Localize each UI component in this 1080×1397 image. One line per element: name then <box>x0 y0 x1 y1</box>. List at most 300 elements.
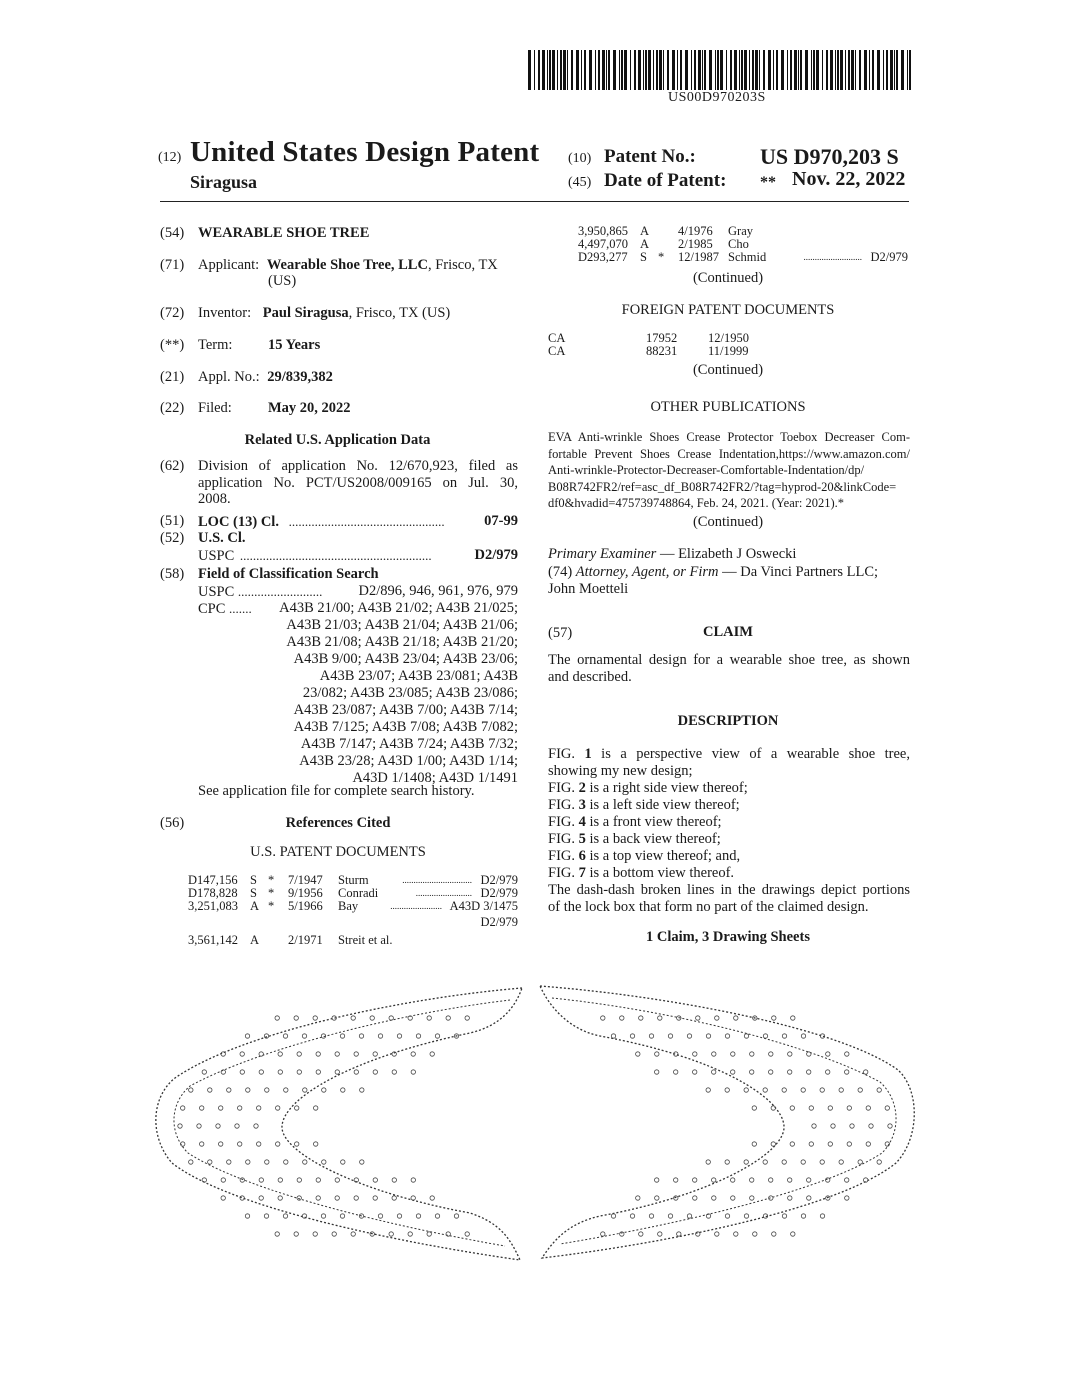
cpc-line: 23/082; A43B 23/085; A43B 23/086; <box>302 685 518 701</box>
perforation-hole <box>791 1232 795 1236</box>
filed-label: Filed: <box>198 400 232 416</box>
barcode-bar <box>547 50 548 90</box>
perforation-hole <box>283 1034 287 1038</box>
perforation-hole <box>725 1160 729 1164</box>
perforation-hole <box>674 1178 678 1182</box>
barcode-bar <box>830 50 833 90</box>
barcode-bar <box>643 50 644 90</box>
perforation-hole <box>221 1178 225 1182</box>
perforation-hole <box>354 1196 358 1200</box>
perforation-hole <box>411 1178 415 1182</box>
barcode-bar <box>759 50 760 90</box>
reference-name: Streit et al. <box>338 933 393 947</box>
barcode-bar <box>907 50 908 90</box>
perforation-hole <box>877 1160 881 1164</box>
perforation-hole <box>611 1214 615 1218</box>
reference-examiner-cited: * <box>268 873 275 887</box>
reference-name: Sturm <box>338 873 369 887</box>
cpc-line: A43D 1/1408; A43D 1/1491 <box>352 770 518 786</box>
perforation-hole <box>601 1016 605 1020</box>
fig-prefix: FIG. <box>548 780 579 796</box>
reference-name: Conradi <box>338 886 379 900</box>
perforation-hole <box>427 1016 431 1020</box>
perforation-hole <box>354 1070 358 1074</box>
barcode-bar <box>645 50 647 90</box>
perforation-hole <box>411 1196 415 1200</box>
perforation-hole <box>302 1034 306 1038</box>
patent-number-label: Patent No.: <box>604 146 696 167</box>
perforation-hole <box>715 1016 719 1020</box>
examiner-label: Primary Examiner <box>548 546 657 562</box>
fig-number: 6 <box>578 848 586 864</box>
perforation-hole <box>812 1124 816 1128</box>
cpc-line: A43B 23/07; A43B 23/081; A43B <box>319 668 518 684</box>
perforation-hole <box>655 1052 659 1056</box>
uspc-value: D2/979 <box>474 547 518 563</box>
perforation-hole <box>725 1214 729 1218</box>
reference-class: A43D 3/1475 <box>449 899 518 913</box>
us-patent-documents-heading: U.S. PATENT DOCUMENTS <box>250 844 426 860</box>
perforation-hole <box>788 1178 792 1182</box>
perforation-hole <box>763 1160 767 1164</box>
perforation-hole <box>197 1124 201 1128</box>
perforation-hole <box>275 1016 279 1020</box>
perforation-hole <box>649 1214 653 1218</box>
barcode-bar <box>672 50 675 90</box>
perforation-hole <box>864 1070 868 1074</box>
search-uspc-leader: .......................... <box>237 584 323 599</box>
perforation-hole <box>303 1088 307 1092</box>
reference-examiner-cited: * <box>658 250 665 264</box>
applicant-location: , Frisco, TX <box>427 257 498 273</box>
uspc-class-field <box>198 547 518 565</box>
barcode-bar <box>667 50 669 90</box>
perforation-hole <box>465 1232 469 1236</box>
perforation-hole <box>655 1070 659 1074</box>
code-45: (45) <box>568 175 592 190</box>
perforation-hole <box>276 1106 280 1110</box>
perforation-hole <box>790 1142 794 1146</box>
reference-class: D2/979 <box>480 886 518 900</box>
perforation-hole <box>411 1070 415 1074</box>
perforation-hole <box>378 1214 382 1218</box>
barcode-bar <box>837 50 839 90</box>
reference-kind: S <box>250 886 257 900</box>
perforation-hole <box>221 1196 225 1200</box>
reference-kind: S <box>640 250 647 264</box>
barcode-bar <box>872 50 874 90</box>
references-cited-heading: References Cited <box>285 815 391 831</box>
perforation-hole <box>788 1052 792 1056</box>
perforation-hole <box>238 1106 242 1110</box>
cpc-line: A43B 7/125; A43B 7/08; A43B 7/082; <box>293 719 518 735</box>
perforation-hole <box>435 1034 439 1038</box>
reference-examiner-cited: * <box>268 886 275 900</box>
perforation-hole <box>828 1142 832 1146</box>
perforation-hole <box>370 1016 374 1020</box>
perforation-hole <box>850 1124 854 1128</box>
description-line <box>548 899 910 916</box>
inventor-surname: Siragusa <box>190 172 258 192</box>
perforation-hole <box>639 1232 643 1236</box>
reference-kind: A <box>640 224 650 238</box>
uspc-leader: ........................................................... <box>239 548 432 563</box>
perforation-hole <box>807 1196 811 1200</box>
barcode-bar <box>702 50 703 90</box>
cpc-line: A43B 21/03; A43B 21/04; A43B 21/06; <box>286 617 518 633</box>
left-piece-inner-edge <box>174 1000 510 1246</box>
perforation-hole <box>772 1232 776 1236</box>
barcode-bar <box>890 50 893 90</box>
perforation-hole <box>782 1160 786 1164</box>
publication-line: df0&hvadid=475739748864, Feb. 24, 2021. (Year: 2021).* <box>548 496 845 510</box>
perforation-hole <box>297 1052 301 1056</box>
barcode-bar <box>698 50 701 90</box>
barcode-bar <box>787 50 788 90</box>
perforation-hole <box>200 1142 204 1146</box>
description-line <box>548 882 910 899</box>
description-line <box>548 831 910 848</box>
perforation-hole <box>731 1196 735 1200</box>
barcode-bar <box>749 50 750 90</box>
reference-name: Schmid <box>728 250 767 264</box>
perforation-hole <box>335 1070 339 1074</box>
barcode-bar <box>694 50 696 90</box>
description-line <box>548 814 910 831</box>
perforation-hole <box>655 1178 659 1182</box>
barcode-bar <box>859 50 861 90</box>
perforation-hole <box>454 1214 458 1218</box>
barcode-bar <box>638 50 641 90</box>
reference-date: 4/1976 <box>678 224 713 238</box>
perforation-hole <box>601 1232 605 1236</box>
reference-name: Gray <box>728 224 753 238</box>
cpc-line: A43B 23/28; A43D 1/00; A43D 1/14; <box>299 753 518 769</box>
perforation-hole <box>240 1178 244 1182</box>
loc-class-label: LOC (13) Cl. <box>198 514 279 530</box>
perforation-hole <box>335 1196 339 1200</box>
barcode-bar <box>768 50 771 90</box>
perforation-hole <box>313 1232 317 1236</box>
perforation-hole <box>202 1070 206 1074</box>
reference-row <box>188 900 518 913</box>
code-71: (71) <box>160 257 185 273</box>
barcode-bar <box>734 50 737 90</box>
perforation-hole <box>216 1124 220 1128</box>
perforation-hole <box>335 1178 339 1182</box>
appl-no-label: Appl. No.: <box>198 369 260 385</box>
barcode-bar <box>726 50 727 90</box>
code-62: (62) <box>160 458 185 474</box>
fig-description: is a bottom view thereof. <box>585 865 735 881</box>
publication-line: Anti-wrinkle-Protector-Decreaser-Comfortable-Indentation/dp/ <box>548 463 865 477</box>
perforation-hole <box>630 1034 634 1038</box>
description-line <box>548 746 910 763</box>
perforation-hole <box>752 1142 756 1146</box>
perforation-hole <box>693 1178 697 1182</box>
reference-class: D2/979 <box>870 250 908 264</box>
perforation-hole <box>335 1052 339 1056</box>
perforation-hole <box>763 1088 767 1092</box>
perforation-hole <box>284 1088 288 1092</box>
reference-number: D293,277 <box>578 250 628 264</box>
reference-number: D147,156 <box>188 873 238 887</box>
date-term-marker: ** <box>760 174 776 191</box>
fig-number: 2 <box>578 780 586 796</box>
perforation-hole <box>341 1088 345 1092</box>
perforation-hole <box>731 1070 735 1074</box>
applicant-name: Wearable Shoe Tree, LLC <box>266 257 428 273</box>
perforation-hole <box>389 1232 393 1236</box>
perforation-hole <box>869 1124 873 1128</box>
related-data-heading: Related U.S. Application Data <box>244 432 431 448</box>
perforation-hole <box>820 1088 824 1092</box>
barcode-bar <box>595 50 596 90</box>
perforation-hole <box>257 1106 261 1110</box>
barcode-bar <box>773 50 774 90</box>
barcode-bar <box>798 50 799 90</box>
barcode-bar <box>560 50 562 90</box>
right-piece-outline <box>540 986 914 1258</box>
perforation-hole <box>313 1016 317 1020</box>
reference-date: 2/1971 <box>288 933 323 947</box>
barcode-bar <box>763 50 765 90</box>
foreign-country: CA <box>548 344 566 358</box>
barcode-bar <box>822 50 823 90</box>
barcode-bar <box>894 50 895 90</box>
continued-note-3: (Continued) <box>692 514 764 530</box>
perforation-hole <box>259 1052 263 1056</box>
reference-kind: A <box>250 933 260 947</box>
applicant-field <box>198 257 498 274</box>
code-51: (51) <box>160 513 185 529</box>
perforation-hole <box>750 1178 754 1182</box>
fig-prefix: FIG. <box>548 746 585 762</box>
perforation-hole <box>351 1016 355 1020</box>
perforation-hole <box>351 1232 355 1236</box>
reference-leader: ............................... <box>402 875 472 885</box>
perforation-hole <box>408 1232 412 1236</box>
barcode-bar <box>663 50 664 90</box>
perforation-hole <box>839 1088 843 1092</box>
perforation-hole <box>354 1052 358 1056</box>
perforation-hole <box>639 1016 643 1020</box>
perforation-hole <box>611 1034 615 1038</box>
search-history-note: See application file for complete search history. <box>198 783 475 799</box>
code-12: (12) <box>158 150 182 165</box>
reference-number: 3,950,865 <box>578 224 628 238</box>
foreign-documents-heading: FOREIGN PATENT DOCUMENTS <box>621 302 835 318</box>
perforation-hole <box>801 1214 805 1218</box>
fig-number: 1 <box>584 746 592 762</box>
term-value: 15 Years <box>268 337 321 353</box>
perforation-hole <box>275 1232 279 1236</box>
perforation-hole <box>465 1016 469 1020</box>
perforation-hole <box>360 1088 364 1092</box>
perforation-hole <box>446 1232 450 1236</box>
perforation-hole <box>340 1214 344 1218</box>
foreign-number: 88231 <box>646 344 678 358</box>
division-line-2: application No. PCT/US2008/009165 on Jul. 30, <box>198 475 518 491</box>
perforation-hole <box>227 1088 231 1092</box>
perforation-hole <box>278 1178 282 1182</box>
perforation-hole <box>340 1034 344 1038</box>
barcode-bar <box>720 50 723 90</box>
barcode-bar <box>648 50 651 90</box>
perforation-hole <box>322 1088 326 1092</box>
reference-leader: ....................... <box>390 901 442 911</box>
perforation-hole <box>725 1034 729 1038</box>
applicant-country: (US) <box>268 273 297 289</box>
perforation-hole <box>392 1178 396 1182</box>
perforation-hole <box>744 1214 748 1218</box>
perforation-hole <box>712 1070 716 1074</box>
perforation-hole <box>888 1124 892 1128</box>
perforation-hole <box>845 1178 849 1182</box>
fig-number: 4 <box>578 814 586 830</box>
perforation-hole <box>782 1034 786 1038</box>
perforation-hole <box>655 1196 659 1200</box>
perforation-hole <box>276 1142 280 1146</box>
perforation-hole <box>744 1088 748 1092</box>
description-line <box>548 763 910 780</box>
perforation-hole <box>427 1232 431 1236</box>
barcode-bar <box>567 50 568 90</box>
fig-description: is a left side view thereof; <box>585 797 740 813</box>
perforation-hole <box>392 1070 396 1074</box>
perforation-hole <box>321 1214 325 1218</box>
perforation-hole <box>246 1160 250 1164</box>
fig-description: is a front view thereof; <box>585 814 722 830</box>
barcode-bar <box>598 50 600 90</box>
right-piece-inner-edge <box>552 998 896 1244</box>
cpc-line: A43B 21/08; A43B 21/18; A43B 21/20; <box>286 634 518 650</box>
loc-class-field <box>198 513 518 531</box>
perforation-hole <box>826 1052 830 1056</box>
perforation-hole <box>752 1106 756 1110</box>
barcode <box>528 50 912 90</box>
foreign-reference-row <box>548 345 878 358</box>
barcode-bar <box>677 50 678 90</box>
reference-date: 12/1987 <box>678 250 719 264</box>
barcode-bar <box>790 50 792 90</box>
barcode-bar <box>776 50 778 90</box>
perforation-hole <box>706 1088 710 1092</box>
barcode-bar <box>613 50 616 90</box>
perforation-hole <box>430 1196 434 1200</box>
fig-prefix: FIG. <box>548 848 579 864</box>
barcode-bar <box>685 50 688 90</box>
appl-no-field <box>198 369 333 386</box>
barcode-bar <box>534 50 535 90</box>
barcode-bar <box>816 50 819 90</box>
cpc-line: A43B 7/147; A43B 7/24; A43B 7/32; <box>300 736 518 752</box>
cpc-line: A43B 23/087; A43B 7/00; A43B 7/14; <box>293 702 518 718</box>
perforation-hole <box>693 1070 697 1074</box>
fig-description: is a right side view thereof; <box>585 780 748 796</box>
barcode-bar <box>813 50 815 90</box>
barcode-bar <box>851 50 854 90</box>
perforation-hole <box>788 1196 792 1200</box>
date-of-patent-label: Date of Patent: <box>604 170 727 191</box>
perforation-hole <box>674 1070 678 1074</box>
reference-kind: S <box>250 873 257 887</box>
perforation-hole <box>753 1232 757 1236</box>
perforation-hole <box>782 1214 786 1218</box>
barcode-bar <box>752 50 754 90</box>
perforation-hole <box>278 1196 282 1200</box>
description-line <box>548 865 910 882</box>
applicant-label: Applicant: <box>198 257 260 273</box>
barcode-bar <box>741 50 743 90</box>
perforation-hole <box>858 1160 862 1164</box>
foreign-date: 11/1999 <box>708 344 749 358</box>
code-54: (54) <box>160 225 185 241</box>
barcode-bar <box>800 50 802 90</box>
perforation-hole <box>284 1160 288 1164</box>
perforation-hole <box>189 1160 193 1164</box>
perforation-pattern <box>178 1016 892 1236</box>
barcode-bar <box>606 50 607 90</box>
perforation-hole <box>677 1232 681 1236</box>
barcode-bar <box>608 50 610 90</box>
left-piece-outline <box>156 988 522 1260</box>
perforation-hole <box>265 1160 269 1164</box>
reference-date: 9/1956 <box>288 886 323 900</box>
code-22: (22) <box>160 400 185 416</box>
search-uspc-field <box>198 583 518 601</box>
perforation-hole <box>373 1196 377 1200</box>
perforation-hole <box>397 1214 401 1218</box>
barcode-bar <box>845 50 846 90</box>
perforation-hole <box>295 1142 299 1146</box>
reference-kind: A <box>250 899 260 913</box>
perforation-hole <box>295 1106 299 1110</box>
perforation-hole <box>807 1070 811 1074</box>
description-heading: DESCRIPTION <box>677 713 779 729</box>
barcode-bar <box>581 50 582 90</box>
perforation-hole <box>360 1160 364 1164</box>
perforation-hole <box>392 1196 396 1200</box>
perforation-hole <box>866 1106 870 1110</box>
perforation-hole <box>373 1070 377 1074</box>
perforation-hole <box>397 1034 401 1038</box>
perforation-hole <box>359 1034 363 1038</box>
perforation-hole <box>389 1016 393 1020</box>
perforation-hole <box>769 1070 773 1074</box>
perforation-hole <box>847 1142 851 1146</box>
barcode-bar <box>621 50 623 90</box>
reference-row <box>188 913 518 930</box>
perforation-hole <box>807 1178 811 1182</box>
perforation-hole <box>658 1232 662 1236</box>
barcode-bar <box>811 50 812 90</box>
inventor-field <box>198 305 450 322</box>
inventor-label: Inventor: <box>198 305 252 321</box>
description-text <box>548 746 910 916</box>
perforation-hole <box>790 1106 794 1110</box>
perforation-hole <box>712 1052 716 1056</box>
fig-description: of the lock box that form no part of the claimed design. <box>548 899 869 915</box>
patent-number: US D970,203 S <box>760 144 899 169</box>
perforation-hole <box>283 1214 287 1218</box>
code-term: (**) <box>160 337 185 353</box>
perforation-hole <box>219 1142 223 1146</box>
perforation-hole <box>734 1016 738 1020</box>
perforation-hole <box>725 1088 729 1092</box>
perforation-hole <box>845 1070 849 1074</box>
perforation-hole <box>845 1052 849 1056</box>
